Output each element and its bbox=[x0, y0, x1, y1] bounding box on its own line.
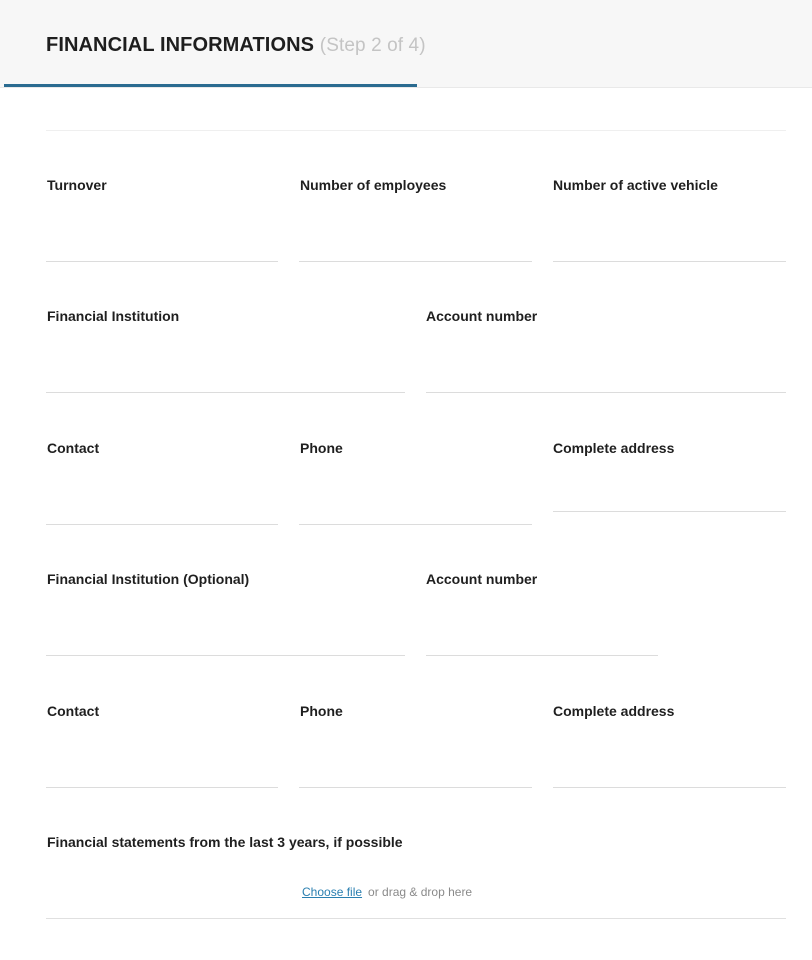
contact-label: Contact bbox=[47, 440, 100, 456]
phone-label: Phone bbox=[300, 440, 343, 456]
optional-account-number-label: Account number bbox=[426, 571, 538, 587]
optional-contact-input[interactable] bbox=[46, 758, 278, 788]
optional-address-label: Complete address bbox=[553, 703, 675, 719]
phone-input[interactable] bbox=[299, 495, 532, 525]
drag-drop-hint: or drag & drop here bbox=[368, 885, 473, 899]
account-number-input[interactable] bbox=[426, 363, 786, 393]
page-title bbox=[46, 34, 426, 57]
optional-institution-label: Financial Institution (Optional) bbox=[47, 571, 250, 587]
financial-institution-input[interactable] bbox=[46, 363, 405, 393]
file-dropzone[interactable] bbox=[302, 885, 472, 899]
turnover-label: Turnover bbox=[47, 177, 107, 193]
form-header bbox=[0, 0, 812, 88]
optional-account-number-input[interactable] bbox=[426, 626, 658, 656]
divider bbox=[46, 918, 786, 919]
step-indicator: (Step 2 of 4) bbox=[319, 35, 426, 56]
choose-file-link[interactable]: Choose file bbox=[302, 885, 363, 899]
financial-institution-label: Financial Institution bbox=[47, 308, 180, 324]
vehicles-label: Number of active vehicle bbox=[553, 177, 718, 193]
turnover-input[interactable] bbox=[46, 232, 278, 262]
section-title: FINANCIAL INFORMATIONS bbox=[46, 34, 315, 56]
optional-contact-label: Contact bbox=[47, 703, 100, 719]
employees-label: Number of employees bbox=[300, 177, 447, 193]
contact-input[interactable] bbox=[46, 495, 278, 525]
optional-phone-label: Phone bbox=[300, 703, 343, 719]
vehicles-input[interactable] bbox=[553, 232, 786, 262]
progress-bar bbox=[4, 84, 417, 87]
employees-input[interactable] bbox=[299, 232, 532, 262]
optional-phone-input[interactable] bbox=[299, 758, 532, 788]
divider bbox=[46, 130, 786, 131]
address-input[interactable] bbox=[553, 482, 786, 512]
optional-address-input[interactable] bbox=[553, 758, 786, 788]
optional-institution-input[interactable] bbox=[46, 626, 405, 656]
address-label: Complete address bbox=[553, 440, 675, 456]
financial-statements-label: Financial statements from the last 3 years, if possible bbox=[47, 834, 403, 850]
account-number-label: Account number bbox=[426, 308, 538, 324]
